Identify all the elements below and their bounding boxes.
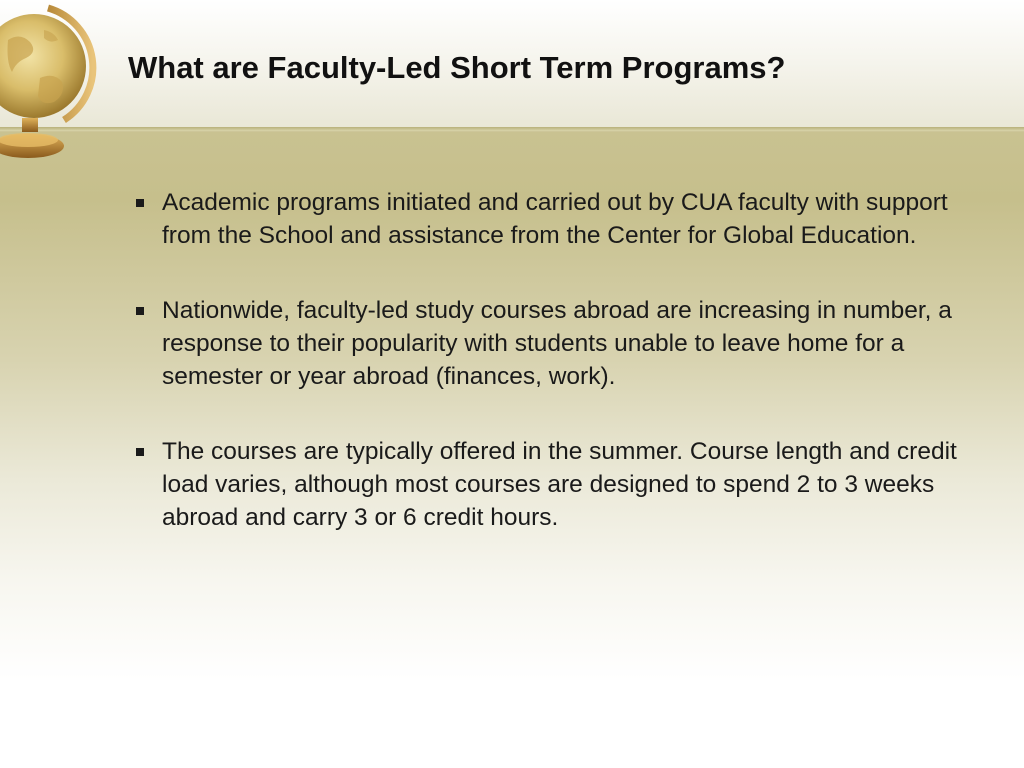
bullet-text: The courses are typically offered in the summer. Course length and credit load varies, although most courses are designed to spend 2 to 3 weeks abroad and carry 3 or 6 credit hours. <box>162 438 957 531</box>
bullet-item <box>132 294 972 393</box>
bullet-text: Nationwide, faculty-led study courses abroad are increasing in number, a response to their popularity with students unable to leave home for a semester or year abroad (finances, work). <box>162 297 952 390</box>
square-bullet-icon <box>136 199 144 207</box>
square-bullet-icon <box>136 448 144 456</box>
slide-title: What are Faculty-Led Short Term Programs? <box>128 50 786 85</box>
title-divider <box>0 127 1024 131</box>
bullet-item <box>132 435 972 534</box>
bullet-text: Academic programs initiated and carried out by CUA faculty with support from the School and assistance from the Center for Global Education. <box>162 189 948 249</box>
bullet-item <box>132 186 972 252</box>
bullet-list <box>132 186 972 576</box>
square-bullet-icon <box>136 307 144 315</box>
globe-icon <box>0 0 98 170</box>
